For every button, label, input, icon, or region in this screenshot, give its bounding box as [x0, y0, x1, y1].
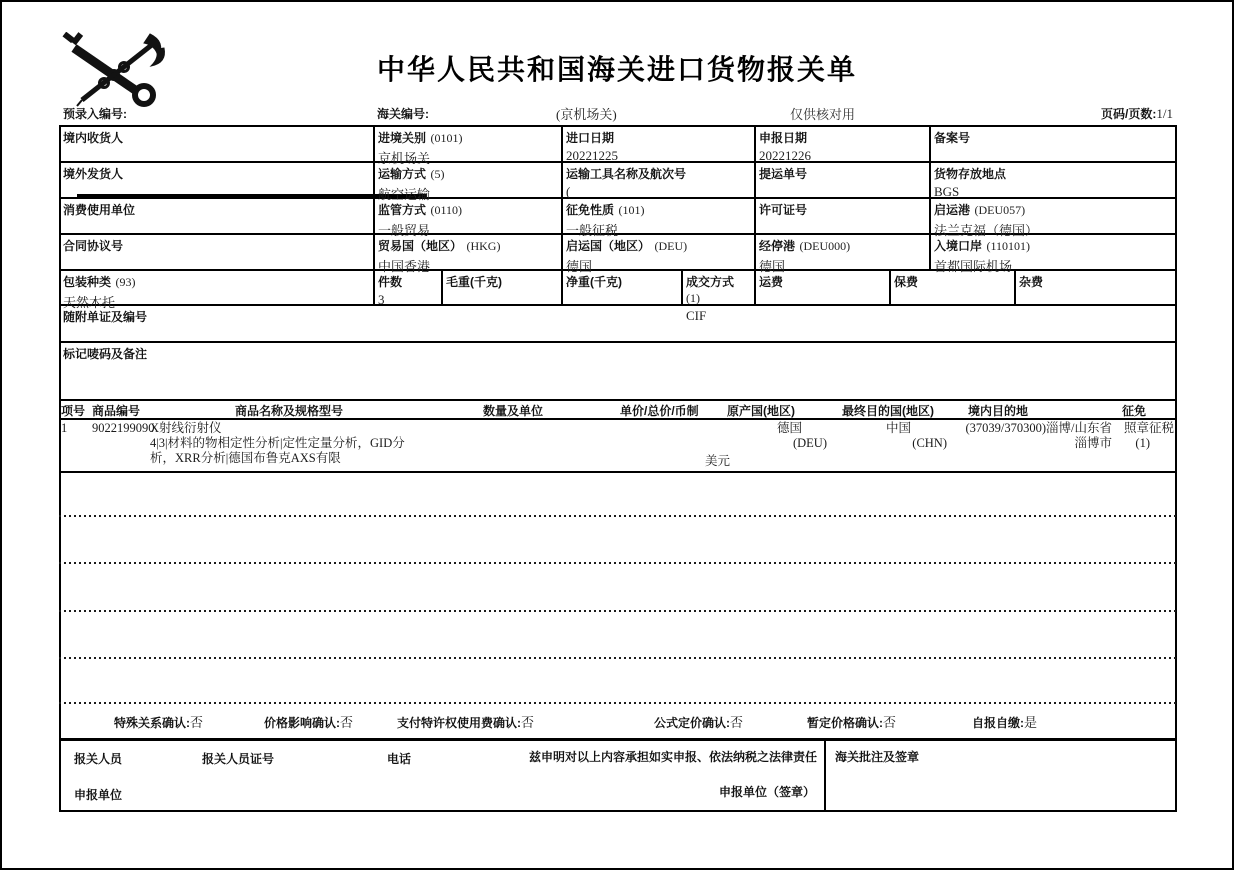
supervision-mode-value: 一般贸易: [378, 223, 431, 238]
field-bill-no: [759, 165, 924, 182]
import-date-value: 20221225: [566, 148, 618, 163]
confirmation-label: 自报自缴:: [972, 716, 1024, 730]
confirmation-price-influence: [264, 712, 353, 732]
transit-port-code: (DEU000): [799, 239, 851, 253]
entry-customs-code: (0101): [430, 131, 463, 145]
transport-mode-label: 运输方式: [378, 167, 427, 181]
item-final-dest-code: (CHN): [912, 435, 947, 450]
item-origin-code: (DEU): [792, 435, 827, 450]
confirmation-self-declaration: [972, 712, 1037, 732]
levy-nature-label: 征免性质: [566, 203, 615, 217]
field-levy-nature: [566, 201, 749, 239]
departure-country-code: (DEU): [654, 239, 688, 253]
declaration-statement: 兹申明对以上内容承担如实申报、依法纳税之法律责任: [528, 750, 817, 764]
item-origin-country: [742, 421, 827, 450]
attached-docs-label: 随附单证及编号: [63, 310, 148, 324]
field-net-weight: [566, 273, 676, 290]
license-no-label: 许可证号: [759, 203, 808, 217]
import-date-label: 进口日期: [566, 131, 615, 145]
goods-header-item-no: 项号: [61, 404, 86, 418]
transaction-mode-label: 成交方式: [686, 275, 735, 289]
field-marks-notes: [63, 345, 1163, 362]
v-line: [373, 125, 375, 305]
levy-nature-value: 一般征税: [566, 223, 619, 238]
confirmation-value: 否: [883, 715, 897, 730]
confirmation-provisional-price: [807, 712, 896, 732]
entry-customs-value: 京机场关: [378, 151, 431, 166]
goods-header-qty-unit: 数量及单位: [483, 404, 544, 418]
consumer-unit-label: 消费使用单位: [63, 203, 136, 217]
field-insurance: [894, 273, 1009, 290]
h-line: [59, 341, 1177, 343]
goods-header-final-dest: 最终目的国(地区): [842, 404, 934, 418]
field-trade-country: [378, 237, 556, 275]
item-no: 1: [61, 421, 68, 435]
confirmation-value: 否: [190, 715, 204, 730]
trade-country-label: 贸易国（地区）: [378, 239, 463, 253]
confirmation-label: 支付特许权使用费确认:: [397, 716, 521, 730]
departure-port-value: 法兰克福（德国）: [934, 223, 1039, 238]
page-info-value: 1/1: [1156, 106, 1173, 121]
pieces-label: 件数: [378, 275, 403, 289]
v-line: [824, 739, 826, 812]
confirmation-special-relation: [114, 712, 203, 732]
field-storage-place: [934, 165, 1172, 200]
gross-weight-label: 毛重(千克): [446, 275, 502, 289]
field-package-type: [63, 273, 363, 311]
field-supervision-mode: [378, 201, 556, 239]
goods-header-name-spec: 商品名称及规格型号: [235, 404, 344, 418]
item-origin-name: 德国: [776, 421, 802, 435]
freight-label: 运费: [759, 275, 784, 289]
insurance-label: 保费: [894, 275, 919, 289]
dashed-row-line: [59, 610, 1177, 612]
field-misc-fees: [1019, 273, 1171, 290]
storage-place-value: BGS: [934, 184, 960, 199]
confirmation-label: 特殊关系确认:: [114, 716, 190, 730]
entry-port-value: 首都国际机场: [934, 259, 1013, 274]
entry-port-label: 入境口岸: [934, 239, 983, 253]
transport-mode-value: 航空运输: [378, 187, 431, 202]
bill-no-label: 提运单号: [759, 167, 808, 181]
field-declare-date: [759, 129, 924, 164]
departure-port-code: (DEU057): [974, 203, 1026, 217]
confirmation-value: 否: [730, 715, 744, 730]
dashed-row-line: [59, 702, 1177, 704]
confirmation-value: 是: [1024, 715, 1038, 730]
departure-country-value: 德国: [566, 259, 593, 274]
contract-no-label: 合同协议号: [63, 239, 124, 253]
declarant-cert-label: 报关人员证号: [202, 752, 275, 766]
h-line: [59, 471, 1177, 473]
h-line: [59, 738, 1177, 741]
item-name: X射线衍射仪: [150, 421, 222, 435]
transit-port-value: 德国: [759, 259, 786, 274]
transit-port-label: 经停港: [759, 239, 796, 253]
confirmation-label: 暂定价格确认:: [807, 716, 883, 730]
field-consignor: [63, 165, 363, 182]
phone-label: 电话: [387, 752, 412, 766]
record-no-label: 备案号: [934, 131, 971, 145]
pieces-value: 3: [378, 292, 385, 307]
declare-unit-label: 申报单位: [74, 788, 123, 802]
item-spec-line2: 析，XRR分析|德国布鲁克AXS有限: [150, 451, 341, 465]
departure-country-label: 启运国（地区）: [566, 239, 651, 253]
field-gross-weight: [446, 273, 556, 290]
field-entry-port: [934, 237, 1172, 275]
h-line: [59, 399, 1177, 401]
field-entry-customs: [378, 129, 556, 167]
dashed-row-line: [59, 562, 1177, 564]
consignee-label: 境内收货人: [63, 131, 124, 145]
trade-country-value: 中国香港: [378, 259, 431, 274]
confirmation-label: 公式定价确认:: [654, 716, 730, 730]
item-levy-mode: [1062, 421, 1174, 450]
v-line: [929, 125, 931, 270]
declarant-label: 报关人员: [74, 752, 123, 766]
storage-place-label: 货物存放地点: [934, 167, 1007, 181]
transaction-mode-value: CIF: [686, 308, 707, 323]
entry-port-code: (110101): [986, 239, 1031, 253]
customs-office: (京机场关): [556, 107, 617, 122]
transport-mode-code: (5): [430, 167, 445, 181]
item-final-dest-name: 中国: [885, 421, 911, 435]
departure-port-label: 启运港: [934, 203, 971, 217]
page-info: [1101, 105, 1173, 123]
transport-name-value: (: [566, 184, 571, 199]
goods-header-price-currency: 单价/总价/币制: [620, 404, 699, 418]
confirmation-label: 价格影响确认:: [264, 716, 340, 730]
field-departure-port: [934, 201, 1172, 239]
field-freight: [759, 273, 884, 290]
redaction-bar: [77, 194, 427, 197]
goods-header-domestic-dest: 境内目的地: [968, 404, 1029, 418]
misc-fees-label: 杂费: [1019, 275, 1044, 289]
dashed-row-line: [59, 657, 1177, 659]
marks-notes-label: 标记唛码及备注: [63, 347, 148, 361]
customs-notes-label: 海关批注及签章: [835, 750, 920, 764]
form-title: 中华人民共和国海关进口货物报关单: [376, 54, 857, 85]
item-levy-name: 照章征税: [1123, 421, 1174, 435]
customs-no-label: 海关编号:: [377, 107, 429, 121]
package-type-label: 包装种类: [63, 275, 112, 289]
field-import-date: [566, 129, 749, 164]
item-domestic-dest-line1: (37039/370300)淄博/山东省: [965, 421, 1112, 435]
field-transit-port: [759, 237, 924, 275]
confirmation-value: 否: [340, 715, 354, 730]
package-type-code: (93): [115, 275, 136, 289]
pre-entry-no-label: 预录入编号:: [63, 107, 127, 121]
item-commodity-code: 9022199090: [92, 421, 155, 435]
item-currency: 美元: [705, 454, 731, 468]
net-weight-label: 净重(千克): [566, 275, 622, 289]
field-consignee: [63, 129, 363, 146]
transaction-mode-code: (1): [686, 291, 700, 305]
confirmation-value: 否: [521, 715, 535, 730]
transport-name-label: 运输工具名称及航次号: [566, 167, 687, 181]
v-line: [561, 125, 563, 305]
goods-header-code: 商品编号: [92, 404, 141, 418]
confirmation-royalty-payment: [397, 712, 534, 732]
item-levy-code: (1): [1135, 435, 1150, 450]
consignor-label: 境外发货人: [63, 167, 124, 181]
field-pieces: [378, 273, 436, 308]
entry-customs-label: 进境关别: [378, 131, 427, 145]
levy-nature-code: (101): [618, 203, 645, 217]
field-record-no: [934, 129, 1172, 146]
trade-country-code: (HKG): [466, 239, 501, 253]
item-spec-line1: 4|3|材料的物相定性分析|定性定量分析，GID分: [150, 436, 405, 450]
supervision-mode-label: 监管方式: [378, 203, 427, 217]
dashed-row-line: [59, 515, 1177, 517]
field-transport-mode: [378, 165, 556, 203]
field-consumer-unit: [63, 201, 363, 218]
signature-label: 申报单位（签章）: [718, 785, 815, 799]
supervision-mode-code: (0110): [430, 203, 463, 217]
declare-date-value: 20221226: [759, 148, 811, 163]
goods-header-levy: 征免: [1122, 404, 1147, 418]
page-info-label: 页码/页数:: [1101, 107, 1157, 121]
field-attached-docs: [63, 308, 1163, 325]
check-only-note: 仅供核对用: [790, 107, 856, 122]
field-license-no: [759, 201, 924, 218]
declare-date-label: 申报日期: [759, 131, 808, 145]
confirmation-formula-pricing: [654, 712, 743, 732]
field-departure-country: [566, 237, 749, 275]
item-domestic-dest-line2: 淄博市: [1074, 435, 1112, 450]
goods-header-origin: 原产国(地区): [727, 404, 795, 418]
field-transport-name: [566, 165, 749, 200]
field-contract-no: [63, 237, 363, 254]
package-type-value: 天然木托: [63, 295, 116, 310]
v-line: [754, 125, 756, 305]
